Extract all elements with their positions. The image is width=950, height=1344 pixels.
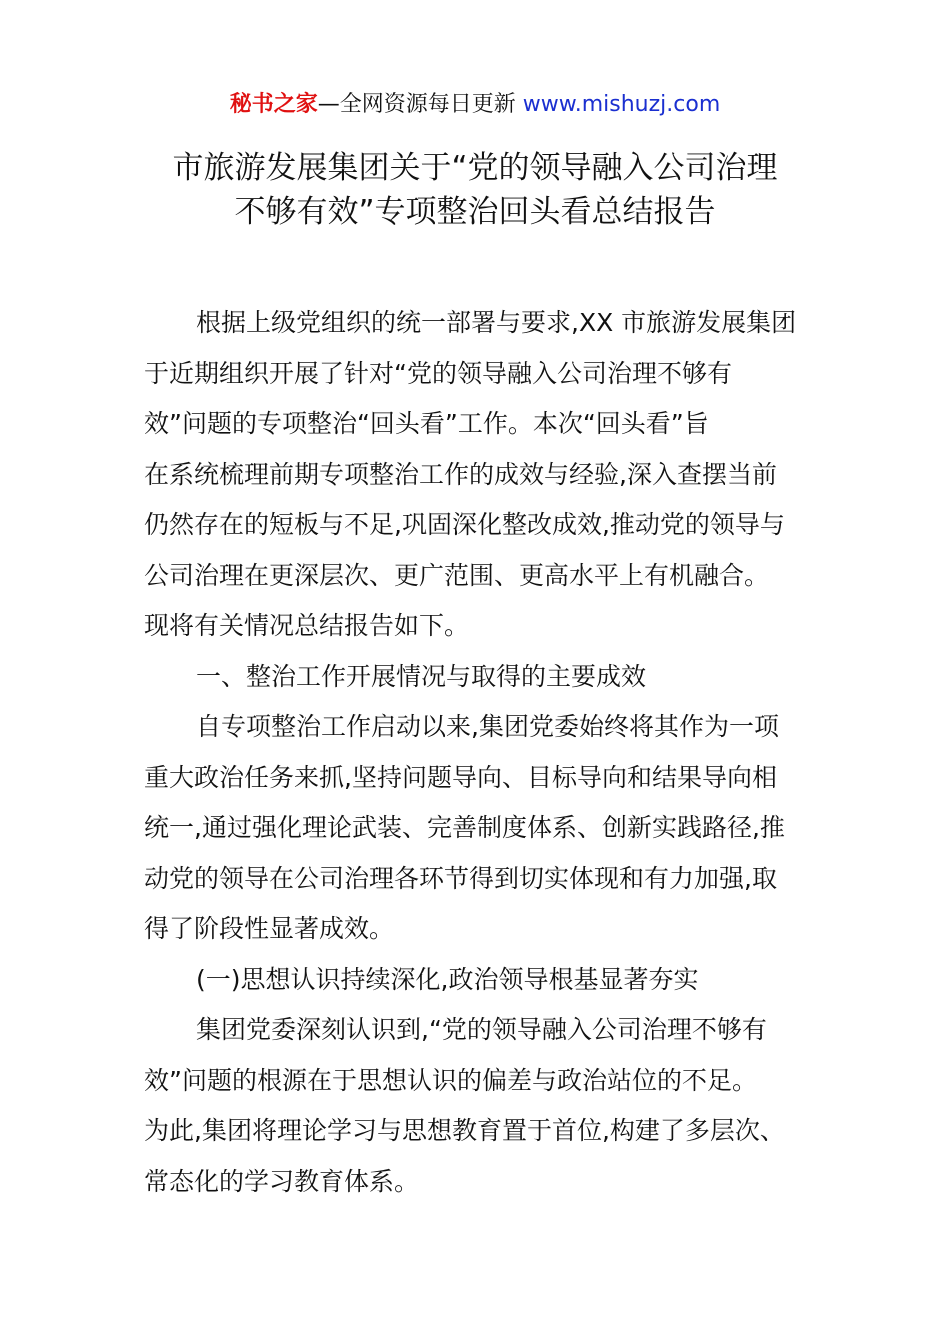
paragraph-line: 常态化的学习教育体系。 bbox=[144, 1166, 420, 1196]
site-tagline: —全网资源每日更新 bbox=[317, 92, 516, 117]
site-url-link[interactable]: www.mishuzj.com bbox=[522, 92, 721, 117]
paragraph-line: 为此,集团将理论学习与思想教育置于首位,构建了多层次、 bbox=[144, 1116, 785, 1145]
paragraph-line: 统一,通过强化理论武装、完善制度体系、创新实践路径,推 bbox=[144, 813, 785, 842]
section-heading: 一、整治工作开展情况与取得的主要成效 bbox=[196, 661, 647, 691]
subsection-heading: (一)思想认识持续深化,政治领导根基显著夯实 bbox=[196, 964, 699, 994]
paragraph-line: 在系统梳理前期专项整治工作的成效与经验,深入查摆当前 bbox=[144, 459, 777, 489]
paragraph-line: 现将有关情况总结报告如下。 bbox=[144, 611, 470, 640]
paragraph-line: 于近期组织开展了针对“党的领导融入公司治理不够有 bbox=[144, 358, 732, 388]
document-body bbox=[144, 298, 814, 1207]
paragraph-line: 重大政治任务来抓,坚持问题导向、目标导向和结果导向相 bbox=[144, 762, 777, 792]
paragraph-line: 得了阶段性显著成效。 bbox=[144, 914, 395, 943]
title-line: 市旅游发展集团关于“党的领导融入公司治理 bbox=[172, 150, 778, 186]
title-line: 不够有效”专项整治回头看总结报告 bbox=[234, 194, 716, 230]
paragraph-line: 公司治理在更深层次、更广范围、更高水平上有机融合。 bbox=[144, 560, 770, 590]
paragraph-line: 自专项整治工作启动以来,集团党委始终将其作为一项 bbox=[196, 712, 779, 741]
site-header bbox=[0, 88, 950, 122]
paragraph-line: 效”问题的根源在于思想认识的偏差与政治站位的不足。 bbox=[144, 1065, 757, 1095]
paragraph-line: 仍然存在的短板与不足,巩固深化整改成效,推动党的领导与 bbox=[144, 510, 785, 539]
paragraph-line: 根据上级党组织的统一部署与要求,XX 市旅游发展集团 bbox=[196, 308, 797, 337]
paragraph-line: 动党的领导在公司治理各环节得到切实体现和有力加强,取 bbox=[144, 863, 777, 893]
paragraph-line: 效”问题的专项整治“回头看”工作。本次“回头看”旨 bbox=[144, 409, 709, 438]
site-brand: 秘书之家 bbox=[229, 92, 318, 117]
paragraph-line: 集团党委深刻认识到,“党的领导融入公司治理不够有 bbox=[196, 1015, 767, 1044]
document-title bbox=[120, 146, 830, 234]
